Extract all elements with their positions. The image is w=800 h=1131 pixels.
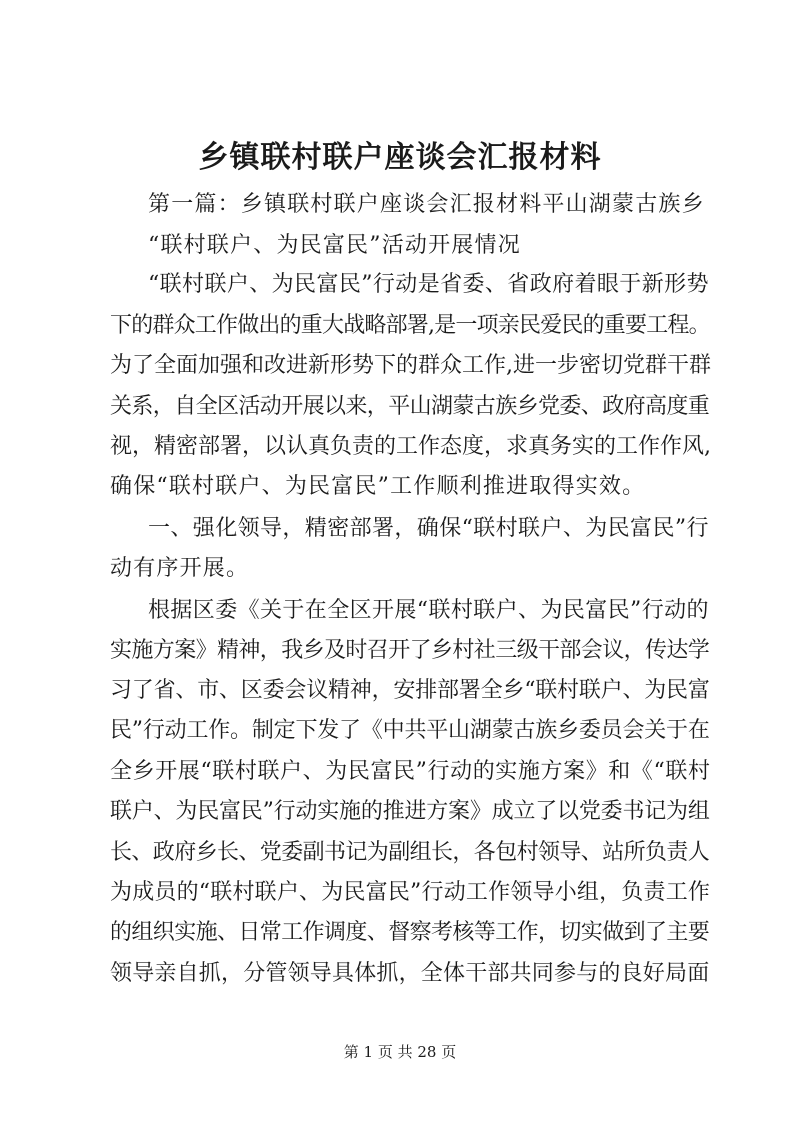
text-line-2: “联村联户、为民富民”活动开展情况 xyxy=(148,233,521,258)
text-line-6: 关系，自全区活动开展以来，平山湖蒙古族乡党委、政府高度重 xyxy=(110,394,710,419)
text-line-13: 习了省、市、区委会议精神，安排部署全乡“联村联户、为民富 xyxy=(110,678,710,703)
text-line-11: 根据区委《关于在全区开展“联村联户、为民富民”行动的 xyxy=(148,598,709,623)
text-line-20: 领导亲自抓，分管领导具体抓，全体干部共同参与的良好局面 xyxy=(110,961,710,986)
text-line-5: 为了全面加强和改进新形势下的群众工作,进一步密切党群干群 xyxy=(110,353,711,378)
text-line-17: 长、政府乡长、党委副书记为副组长，各包村领导、站所负责人 xyxy=(110,840,710,865)
text-line-14: 民”行动工作。制定下发了《中共平山湖蒙古族乡委员会关于在 xyxy=(110,718,710,743)
text-line-18: 为成员的“联村联户、为民富民”行动工作领导小组，负责工作 xyxy=(110,880,711,905)
document-title: 乡镇联村联户座谈会汇报材料 xyxy=(198,140,602,175)
text-line-7: 视，精密部署，以认真负责的工作态度，求真务实的工作作风, xyxy=(110,434,711,459)
text-line-16: 联户、为民富民”行动实施的推进方案》成立了以党委书记为组 xyxy=(110,799,710,824)
text-line-15: 全乡开展“联村联户、为民富民”行动的实施方案》和《“联村 xyxy=(110,759,711,784)
text-line-8: 确保“联村联户、为民富民”工作顺利推进取得实效。 xyxy=(110,474,646,499)
text-line-4: 下的群众工作做出的重大战略部署,是一项亲民爱民的重要工程。 xyxy=(110,313,710,338)
text-line-10: 动有序开展。 xyxy=(110,556,250,581)
text-line-12: 实施方案》精神，我乡及时召开了乡村社三级干部会议，传达学 xyxy=(110,638,710,663)
text-line-9: 一、强化领导，精密部署，确保“联村联户、为民富民”行 xyxy=(148,516,709,541)
text-line-1: 第一篇：乡镇联村联户座谈会汇报材料平山湖蒙古族乡 xyxy=(148,192,705,217)
text-line-3: “联村联户、为民富民”行动是省委、省政府着眼于新形势 xyxy=(148,272,709,297)
page-number-footer: 第 1 页 共 28 页 xyxy=(343,1043,457,1061)
text-line-19: 的组织实施、日常工作调度、督察考核等工作，切实做到了主要 xyxy=(110,920,710,945)
